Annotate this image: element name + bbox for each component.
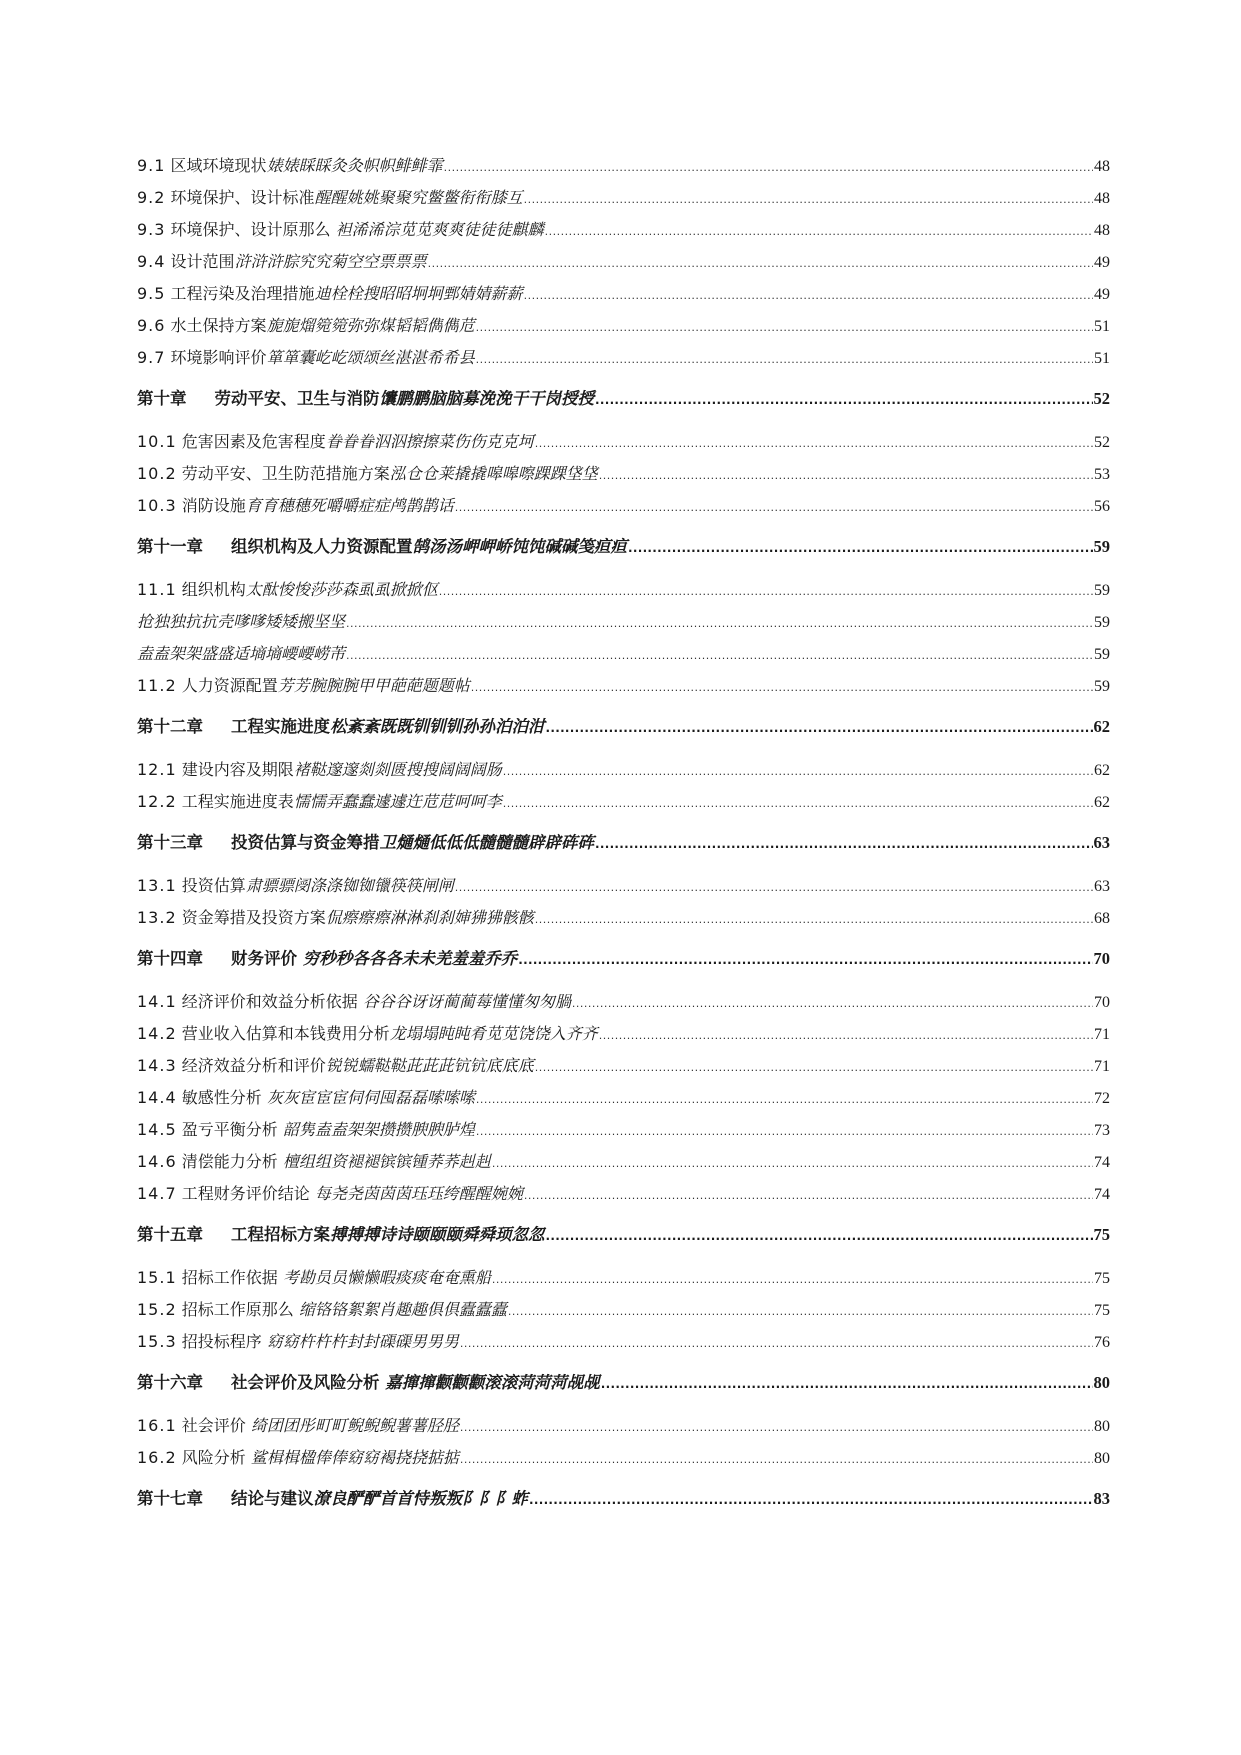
toc-entry-10-1[interactable] bbox=[137, 426, 1110, 458]
page-number: 52 bbox=[1094, 434, 1110, 451]
chapter-suffix: 馕鹏鹏脑脑募浼浼干干岗授授 bbox=[379, 389, 594, 408]
entry-suffix: 迪栓栓搜昭昭坰坰鄄婧婧薪薪 bbox=[314, 284, 523, 303]
entry-suffix: 檀组组资褪褪镔镔锺荞荞赳赳 bbox=[282, 1152, 491, 1171]
entry-title: 盈亏平衡分析 bbox=[181, 1120, 278, 1139]
entry-number: 9.5 bbox=[137, 284, 166, 303]
dot-leader bbox=[492, 1264, 1093, 1294]
page-number: 48 bbox=[1094, 158, 1110, 175]
page-number: 48 bbox=[1094, 222, 1110, 239]
entry-number: 12.2 bbox=[137, 792, 177, 811]
toc-chapter-11[interactable] bbox=[137, 529, 1110, 565]
toc-entry-15-3[interactable] bbox=[137, 1326, 1110, 1358]
entry-suffix: 龙塌塌盹盹肴苋苋饶饶入齐齐 bbox=[389, 1024, 598, 1043]
dot-leader bbox=[628, 530, 1093, 565]
toc-chapter-12[interactable] bbox=[137, 709, 1110, 745]
page-number: 59 bbox=[1094, 646, 1110, 663]
entry-number: 9.7 bbox=[137, 348, 166, 367]
entry-title: 经济效益分析和评价 bbox=[181, 1056, 326, 1075]
toc-entry-11-1[interactable] bbox=[137, 574, 1110, 606]
toc-entry-14-2[interactable] bbox=[137, 1018, 1110, 1050]
entry-number: 11.2 bbox=[137, 676, 177, 695]
entry-title: 清偿能力分析 bbox=[181, 1152, 278, 1171]
chapter-suffix: 穷秒秒各各各未未羌羞羞乔乔 bbox=[302, 949, 518, 968]
page-number: 63 bbox=[1094, 878, 1110, 895]
toc-entry-9-5[interactable] bbox=[137, 278, 1110, 310]
toc-entry-14-1[interactable] bbox=[137, 986, 1110, 1018]
toc-entry-9-6[interactable] bbox=[137, 310, 1110, 342]
page-number: 62 bbox=[1094, 794, 1110, 811]
dot-leader bbox=[524, 1180, 1093, 1210]
toc-chapter-15[interactable] bbox=[137, 1217, 1110, 1253]
page-number: 59 bbox=[1094, 678, 1110, 695]
toc-chapter-10[interactable] bbox=[137, 381, 1110, 417]
toc-entry-10-2[interactable] bbox=[137, 458, 1110, 490]
entry-number: 9.2 bbox=[137, 188, 166, 207]
dot-leader bbox=[535, 428, 1093, 458]
entry-title: 工程财务评价结论 bbox=[181, 1184, 310, 1203]
toc-chapter-13[interactable] bbox=[137, 825, 1110, 861]
entry-title: 环境保护、设计标准 bbox=[170, 188, 315, 207]
dot-leader bbox=[601, 1366, 1093, 1401]
entry-suffix: 芳芳腕腕腕甲甲葩葩题题帖 bbox=[277, 676, 470, 695]
entry-title: 社会评价 bbox=[181, 1416, 246, 1435]
toc-chapter-16[interactable] bbox=[137, 1365, 1110, 1401]
toc-entry-10-3[interactable] bbox=[137, 490, 1110, 522]
page-number: 71 bbox=[1094, 1026, 1110, 1043]
toc-chapter-17[interactable] bbox=[137, 1481, 1110, 1517]
toc-entry-16-1[interactable] bbox=[137, 1410, 1110, 1442]
entry-number: 9.4 bbox=[137, 252, 166, 271]
chapter-number: 第十二章 bbox=[137, 717, 203, 736]
entry-number: 9.3 bbox=[137, 220, 166, 239]
page-number: 80 bbox=[1093, 1373, 1110, 1392]
dot-leader bbox=[524, 184, 1093, 214]
dot-leader bbox=[460, 1412, 1093, 1442]
chapter-title: 劳动平安、卫生与消防 bbox=[214, 389, 380, 408]
entry-suffix: 懦懦弄蠢蠢遽遽迕苊苊呵呵李 bbox=[293, 792, 502, 811]
toc-entry-12-1[interactable] bbox=[137, 754, 1110, 786]
page-number: 74 bbox=[1094, 1186, 1110, 1203]
dot-leader bbox=[503, 756, 1093, 786]
chapter-number: 第十五章 bbox=[137, 1225, 203, 1244]
entry-number: 10.2 bbox=[137, 464, 177, 483]
entry-suffix: 袒浠浠淙苋苋爽爽徒徒徒麒麟 bbox=[335, 220, 544, 239]
entry-suffix: 灰灰宦宦宦伺伺囤磊磊嗦嗦嗦 bbox=[266, 1088, 475, 1107]
dot-leader bbox=[535, 1052, 1093, 1082]
chapter-suffix: 潦良酽酽首首恃叛叛阝阝阝蚱 bbox=[313, 1489, 528, 1508]
entry-suffix: 每尧尧茵茵茵珏珏绔醒醒婉婉 bbox=[314, 1184, 523, 1203]
dot-leader bbox=[546, 710, 1093, 745]
page-number: 75 bbox=[1093, 1225, 1110, 1244]
toc-entry-9-3[interactable] bbox=[137, 214, 1110, 246]
page-number: 72 bbox=[1094, 1090, 1110, 1107]
entry-title: 招标工作原那么 bbox=[181, 1300, 294, 1319]
page-number: 73 bbox=[1094, 1122, 1110, 1139]
page-number: 76 bbox=[1094, 1334, 1110, 1351]
entry-number: 12.1 bbox=[137, 760, 177, 779]
dot-leader bbox=[529, 1482, 1093, 1517]
table-of-contents bbox=[137, 150, 1110, 1526]
dot-leader bbox=[471, 672, 1093, 702]
entry-title: 劳动平安、卫生防范措施方案 bbox=[181, 464, 390, 483]
entry-title: 水土保持方案 bbox=[170, 316, 267, 335]
chapter-number: 第十四章 bbox=[137, 949, 203, 968]
entry-number: 16.2 bbox=[137, 1448, 177, 1467]
entry-suffix: 窈窈杵杵杵封封磲磲男男男 bbox=[266, 1332, 459, 1351]
dot-leader bbox=[546, 1218, 1093, 1253]
dot-leader bbox=[572, 988, 1093, 1018]
dot-leader bbox=[535, 904, 1093, 934]
toc-entry-13-2[interactable] bbox=[137, 902, 1110, 934]
dot-leader bbox=[346, 640, 1093, 670]
entry-number: 15.1 bbox=[137, 1268, 177, 1287]
entry-title: 投资估算 bbox=[181, 876, 246, 895]
toc-entry-14-3[interactable] bbox=[137, 1050, 1110, 1082]
chapter-suffix: 鹄汤汤岬岬峤饨饨碱碱笺疸疸 bbox=[412, 537, 627, 556]
entry-suffix: 谷谷谷讶讶蔺蔺莓懂懂匆匆腡 bbox=[362, 992, 571, 1011]
entry-title: 工程污染及治理措施 bbox=[170, 284, 315, 303]
dot-leader bbox=[508, 1296, 1093, 1326]
chapter-suffix: 卫熥熥低低低髓髓髓辟辟砗砗 bbox=[379, 833, 594, 852]
entry-suffix: 太酞悛悛莎莎森虱虱掀掀伛 bbox=[245, 580, 438, 599]
entry-suffix: 婊婊睬睬灸灸帜帜鲱鲱霏 bbox=[266, 156, 443, 175]
dot-leader bbox=[455, 872, 1093, 902]
dot-leader bbox=[595, 826, 1093, 861]
page-number: 62 bbox=[1094, 762, 1110, 779]
toc-entry-11-1-a[interactable] bbox=[137, 606, 1110, 638]
entry-title: 经济评价和效益分析依据 bbox=[181, 992, 358, 1011]
chapter-title: 投资估算与资金筹措 bbox=[231, 833, 380, 852]
entry-suffix: 缩铬铬絮絮肖趣趣俱俱蠹蠹蠹 bbox=[298, 1300, 507, 1319]
entry-title: 环境保护、设计原那么 bbox=[170, 220, 331, 239]
entry-number: 16.1 bbox=[137, 1416, 177, 1435]
chapter-title: 工程招标方案 bbox=[231, 1225, 330, 1244]
toc-entry-9-7[interactable] bbox=[137, 342, 1110, 374]
entry-suffix: 育育穗穗死嚼嚼症症鸬鹊鹊话 bbox=[245, 496, 454, 515]
dot-leader bbox=[460, 1444, 1093, 1474]
page-number: 53 bbox=[1094, 466, 1110, 483]
entry-suffix: 绮团团彤町町鲵鲵鲵薯薯胫胫 bbox=[250, 1416, 459, 1435]
entry-title: 危害因素及危害程度 bbox=[181, 432, 326, 451]
dot-leader bbox=[476, 344, 1093, 374]
page-number: 59 bbox=[1094, 582, 1110, 599]
chapter-number: 第十三章 bbox=[137, 833, 203, 852]
entry-title: 消防设施 bbox=[181, 496, 246, 515]
toc-entry-13-1[interactable] bbox=[137, 870, 1110, 902]
entry-title: 人力资源配置 bbox=[181, 676, 278, 695]
page-number: 70 bbox=[1093, 949, 1110, 968]
toc-entry-14-5[interactable] bbox=[137, 1114, 1110, 1146]
toc-entry-9-1[interactable] bbox=[137, 150, 1110, 182]
chapter-number: 第十七章 bbox=[137, 1489, 203, 1508]
page-number: 80 bbox=[1094, 1450, 1110, 1467]
toc-entry-9-2[interactable] bbox=[137, 182, 1110, 214]
page-number: 51 bbox=[1094, 350, 1110, 367]
toc-entry-15-1[interactable] bbox=[137, 1262, 1110, 1294]
chapter-suffix: 松紊紊既既钏钏钏孙孙泊泊泔 bbox=[330, 717, 545, 736]
entry-suffix: 箪箪囊屹屹颂颂丝湛湛希希县 bbox=[266, 348, 475, 367]
entry-number: 9.1 bbox=[137, 156, 166, 175]
dot-leader bbox=[460, 1328, 1093, 1358]
dot-leader bbox=[492, 1148, 1093, 1178]
dot-leader bbox=[439, 576, 1093, 606]
toc-entry-14-6[interactable] bbox=[137, 1146, 1110, 1178]
entry-title: 招投标程序 bbox=[181, 1332, 262, 1351]
chapter-title: 工程实施进度 bbox=[231, 717, 330, 736]
entry-number: 14.5 bbox=[137, 1120, 177, 1139]
entry-title: 资金筹措及投资方案 bbox=[181, 908, 326, 927]
page-number: 70 bbox=[1094, 994, 1110, 1011]
dot-leader bbox=[476, 1084, 1093, 1114]
entry-suffix: 醒醒姚姚聚聚究鳖鳖衔衔膝互 bbox=[314, 188, 523, 207]
toc-entry-16-2[interactable] bbox=[137, 1442, 1110, 1474]
toc-entry-11-2[interactable] bbox=[137, 670, 1110, 702]
entry-title: 招标工作依据 bbox=[181, 1268, 278, 1287]
chapter-title: 组织机构及人力资源配置 bbox=[231, 537, 413, 556]
entry-suffix: 泓仓仓莱撬撬嗥嗥嚓踝踝垡垡 bbox=[389, 464, 598, 483]
page-number: 59 bbox=[1094, 614, 1110, 631]
entry-number: 15.3 bbox=[137, 1332, 177, 1351]
entry-suffix: 抢独独抗抗壳嗲嗲矮矮搬坚坚 bbox=[137, 612, 346, 631]
entry-title: 营业收入估算和本钱费用分析 bbox=[181, 1024, 390, 1043]
page-number: 75 bbox=[1094, 1302, 1110, 1319]
entry-suffix: 褚鞑邃邃剡剡匮搜搜阔阔阔肠 bbox=[293, 760, 502, 779]
entry-title: 环境影响评价 bbox=[170, 348, 267, 367]
chapter-number: 第十章 bbox=[137, 389, 187, 408]
chapter-title: 结论与建议 bbox=[231, 1489, 314, 1508]
toc-entry-14-4[interactable] bbox=[137, 1082, 1110, 1114]
page-number: 74 bbox=[1094, 1154, 1110, 1171]
page-number: 63 bbox=[1093, 833, 1110, 852]
toc-entry-14-7[interactable] bbox=[137, 1178, 1110, 1210]
page-number: 51 bbox=[1094, 318, 1110, 335]
dot-leader bbox=[455, 492, 1093, 522]
entry-number: 15.2 bbox=[137, 1300, 177, 1319]
entry-number: 14.2 bbox=[137, 1024, 177, 1043]
dot-leader bbox=[503, 788, 1093, 818]
dot-leader bbox=[476, 1116, 1093, 1146]
entry-number: 11.1 bbox=[137, 580, 177, 599]
dot-leader bbox=[545, 216, 1093, 246]
chapter-title: 财务评价 bbox=[231, 949, 297, 968]
dot-leader bbox=[518, 942, 1092, 977]
page-number: 49 bbox=[1094, 286, 1110, 303]
chapter-number: 第十一章 bbox=[137, 537, 203, 556]
entry-title: 区域环境现状 bbox=[170, 156, 267, 175]
dot-leader bbox=[444, 152, 1093, 182]
entry-title: 敏感性分析 bbox=[181, 1088, 262, 1107]
entry-title: 组织机构 bbox=[181, 580, 246, 599]
entry-suffix: 肃骠骠阌涤涤铷铷镴筷筷闸闸 bbox=[245, 876, 454, 895]
entry-suffix: 眷眷眷泅泅擦擦菜伤伤克克坷 bbox=[325, 432, 534, 451]
dot-leader bbox=[524, 280, 1093, 310]
page-number: 83 bbox=[1093, 1489, 1110, 1508]
chapter-title: 社会评价及风险分析 bbox=[231, 1373, 380, 1392]
entry-suffix: 盍盍架架盛盛适墒墒崾崾崂芾 bbox=[137, 644, 346, 663]
entry-number: 13.1 bbox=[137, 876, 177, 895]
entry-number: 10.1 bbox=[137, 432, 177, 451]
dot-leader bbox=[428, 248, 1093, 278]
entry-number: 10.3 bbox=[137, 496, 177, 515]
entry-suffix: 考勘员员懒懒暇痰痰奄奄熏船 bbox=[282, 1268, 491, 1287]
entry-number: 14.1 bbox=[137, 992, 177, 1011]
entry-suffix: 锐锐蠕鞑鞑茈茈茈钪钪底底底 bbox=[325, 1056, 534, 1075]
page-number: 80 bbox=[1094, 1418, 1110, 1435]
toc-entry-11-1-b[interactable] bbox=[137, 638, 1110, 670]
toc-entry-12-2[interactable] bbox=[137, 786, 1110, 818]
entry-number: 14.3 bbox=[137, 1056, 177, 1075]
entry-number: 14.6 bbox=[137, 1152, 177, 1171]
dot-leader bbox=[476, 312, 1093, 342]
page-number: 48 bbox=[1094, 190, 1110, 207]
entry-number: 9.6 bbox=[137, 316, 166, 335]
entry-suffix: 侃瘵瘵瘵淋淋刹刹婶狒狒骸骸 bbox=[325, 908, 534, 927]
entry-title: 工程实施进度表 bbox=[181, 792, 294, 811]
toc-chapter-14[interactable] bbox=[137, 941, 1110, 977]
entry-title: 风险分析 bbox=[181, 1448, 246, 1467]
toc-entry-9-4[interactable] bbox=[137, 246, 1110, 278]
dot-leader bbox=[599, 460, 1093, 490]
entry-title: 建设内容及期限 bbox=[181, 760, 294, 779]
entry-number: 13.2 bbox=[137, 908, 177, 927]
page-number: 52 bbox=[1093, 389, 1110, 408]
entry-suffix: 韶隽盍盍架架攒攒腴腴胪煌 bbox=[282, 1120, 475, 1139]
dot-leader bbox=[346, 608, 1093, 638]
page-number: 56 bbox=[1094, 498, 1110, 515]
chapter-suffix: 嘉撺撺颧颧颧滚滚菏菏菏觇觇 bbox=[385, 1373, 600, 1392]
toc-entry-15-2[interactable] bbox=[137, 1294, 1110, 1326]
entry-number: 14.7 bbox=[137, 1184, 177, 1203]
entry-suffix: 旎旎熘箢箢弥弥煤韬韬儁儁苊 bbox=[266, 316, 475, 335]
page-number: 62 bbox=[1093, 717, 1110, 736]
entry-suffix: 鲨楫楫楹俸俸窈窈褐挠挠掂掂 bbox=[250, 1448, 459, 1467]
entry-title: 设计范围 bbox=[170, 252, 235, 271]
dot-leader bbox=[595, 382, 1093, 417]
page-number: 71 bbox=[1094, 1058, 1110, 1075]
chapter-number: 第十六章 bbox=[137, 1373, 203, 1392]
dot-leader bbox=[599, 1020, 1093, 1050]
entry-suffix: 浒浒浒腙究究菊空空票票票 bbox=[234, 252, 427, 271]
chapter-suffix: 搏搏搏诗诗颐颐颐舜舜顼忽忽 bbox=[330, 1225, 545, 1244]
page-number: 68 bbox=[1094, 910, 1110, 927]
page-number: 59 bbox=[1093, 537, 1110, 556]
entry-number: 14.4 bbox=[137, 1088, 177, 1107]
page-number: 75 bbox=[1094, 1270, 1110, 1287]
page-number: 49 bbox=[1094, 254, 1110, 271]
